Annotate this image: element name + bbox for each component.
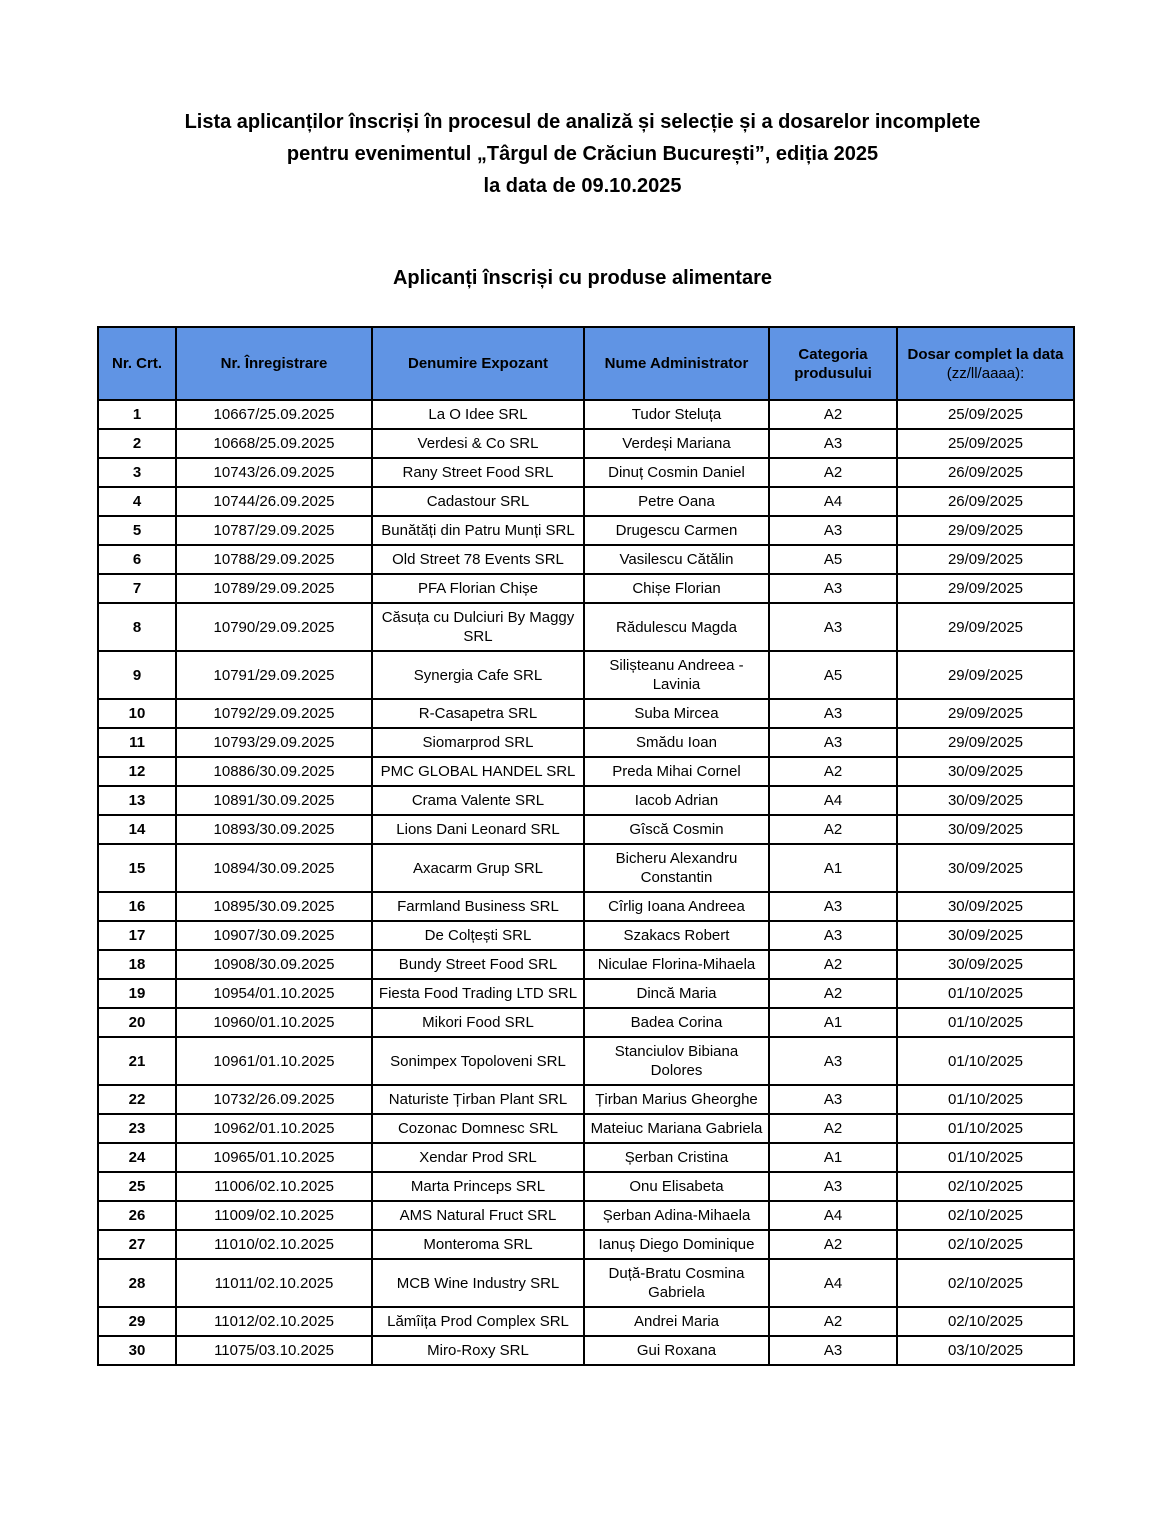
- cell-categoria-produsului: A3: [769, 574, 897, 603]
- cell-nume-administrator: Țirban Marius Gheorghe: [584, 1085, 769, 1114]
- cell-denumire-expozant: Căsuța cu Dulciuri By Maggy SRL: [372, 603, 584, 651]
- cell-dosar-complet-la-data: 25/09/2025: [897, 429, 1074, 458]
- cell-nr-inregistrare: 10895/30.09.2025: [176, 892, 372, 921]
- cell-nume-administrator: Vasilescu Cătălin: [584, 545, 769, 574]
- cell-nr-inregistrare: 10793/29.09.2025: [176, 728, 372, 757]
- cell-categoria-produsului: A4: [769, 1201, 897, 1230]
- header-cell-dosar-complet-la-data: Dosar complet la data (zz/ll/aaaa):: [897, 327, 1074, 400]
- cell-categoria-produsului: A3: [769, 516, 897, 545]
- table-row: [98, 892, 1074, 921]
- table-row: [98, 728, 1074, 757]
- cell-denumire-expozant: Axacarm Grup SRL: [372, 844, 584, 892]
- cell-nume-administrator: Verdeși Mariana: [584, 429, 769, 458]
- cell-categoria-produsului: A2: [769, 1230, 897, 1259]
- cell-nr-crt: 20: [98, 1008, 176, 1037]
- cell-nr-crt: 4: [98, 487, 176, 516]
- cell-categoria-produsului: A3: [769, 429, 897, 458]
- cell-nume-administrator: Șerban Cristina: [584, 1143, 769, 1172]
- cell-nr-crt: 1: [98, 400, 176, 429]
- cell-categoria-produsului: A4: [769, 487, 897, 516]
- cell-categoria-produsului: A2: [769, 815, 897, 844]
- cell-categoria-produsului: A2: [769, 950, 897, 979]
- cell-categoria-produsului: A1: [769, 844, 897, 892]
- cell-nr-inregistrare: 11075/03.10.2025: [176, 1336, 372, 1365]
- cell-nume-administrator: Niculae Florina-Mihaela: [584, 950, 769, 979]
- cell-denumire-expozant: Lămîița Prod Complex SRL: [372, 1307, 584, 1336]
- cell-dosar-complet-la-data: 02/10/2025: [897, 1172, 1074, 1201]
- section-title: Aplicanți înscriși cu produse alimentare: [392, 267, 772, 289]
- cell-denumire-expozant: Fiesta Food Trading LTD SRL: [372, 979, 584, 1008]
- cell-nume-administrator: Badea Corina: [584, 1008, 769, 1037]
- cell-nr-crt: 16: [98, 892, 176, 921]
- cell-dosar-complet-la-data: 30/09/2025: [897, 950, 1074, 979]
- cell-nume-administrator: Iacob Adrian: [584, 786, 769, 815]
- cell-denumire-expozant: Synergia Cafe SRL: [372, 651, 584, 699]
- document-title: [0, 0, 1165, 202]
- cell-nr-inregistrare: 10893/30.09.2025: [176, 815, 372, 844]
- cell-denumire-expozant: Siomarprod SRL: [372, 728, 584, 757]
- header-cell-denumire-expozant: Denumire Expozant: [372, 327, 584, 400]
- cell-nume-administrator: Suba Mircea: [584, 699, 769, 728]
- cell-dosar-complet-la-data: 25/09/2025: [897, 400, 1074, 429]
- table-row: [98, 757, 1074, 786]
- table-row: [98, 1259, 1074, 1307]
- cell-categoria-produsului: A3: [769, 1085, 897, 1114]
- cell-denumire-expozant: Farmland Business SRL: [372, 892, 584, 921]
- cell-denumire-expozant: PFA Florian Chișe: [372, 574, 584, 603]
- cell-nr-crt: 13: [98, 786, 176, 815]
- cell-categoria-produsului: A5: [769, 545, 897, 574]
- cell-nr-inregistrare: 10961/01.10.2025: [176, 1037, 372, 1085]
- cell-dosar-complet-la-data: 01/10/2025: [897, 979, 1074, 1008]
- header-row: [98, 327, 1074, 400]
- cell-dosar-complet-la-data: 29/09/2025: [897, 651, 1074, 699]
- table-row: [98, 487, 1074, 516]
- cell-categoria-produsului: A3: [769, 1037, 897, 1085]
- cell-categoria-produsului: A1: [769, 1143, 897, 1172]
- cell-nr-crt: 8: [98, 603, 176, 651]
- cell-denumire-expozant: Xendar Prod SRL: [372, 1143, 584, 1172]
- cell-nume-administrator: Drugescu Carmen: [584, 516, 769, 545]
- cell-dosar-complet-la-data: 29/09/2025: [897, 574, 1074, 603]
- header-cell-nr-crt: Nr. Crt.: [98, 327, 176, 400]
- cell-dosar-complet-la-data: 01/10/2025: [897, 1114, 1074, 1143]
- table-row: [98, 979, 1074, 1008]
- applicants-table: [97, 326, 1075, 1366]
- cell-denumire-expozant: Naturiste Țirban Plant SRL: [372, 1085, 584, 1114]
- cell-nr-inregistrare: 10668/25.09.2025: [176, 429, 372, 458]
- cell-nr-inregistrare: 10891/30.09.2025: [176, 786, 372, 815]
- cell-denumire-expozant: Cadastour SRL: [372, 487, 584, 516]
- cell-categoria-produsului: A2: [769, 1307, 897, 1336]
- cell-nr-inregistrare: 11006/02.10.2025: [176, 1172, 372, 1201]
- cell-denumire-expozant: Rany Street Food SRL: [372, 458, 584, 487]
- cell-nr-crt: 11: [98, 728, 176, 757]
- cell-nr-crt: 9: [98, 651, 176, 699]
- cell-nr-inregistrare: 10907/30.09.2025: [176, 921, 372, 950]
- cell-nume-administrator: Silișteanu Andreea - Lavinia: [584, 651, 769, 699]
- cell-denumire-expozant: AMS Natural Fruct SRL: [372, 1201, 584, 1230]
- table-row: [98, 1143, 1074, 1172]
- table-row: [98, 1307, 1074, 1336]
- cell-nr-crt: 15: [98, 844, 176, 892]
- cell-nume-administrator: Petre Oana: [584, 487, 769, 516]
- cell-nr-inregistrare: 10743/26.09.2025: [176, 458, 372, 487]
- cell-categoria-produsului: A3: [769, 892, 897, 921]
- cell-categoria-produsului: A3: [769, 699, 897, 728]
- cell-nr-crt: 12: [98, 757, 176, 786]
- cell-nume-administrator: Cîrlig Ioana Andreea: [584, 892, 769, 921]
- table-row: [98, 921, 1074, 950]
- cell-nr-inregistrare: 10787/29.09.2025: [176, 516, 372, 545]
- cell-nume-administrator: Dinuț Cosmin Daniel: [584, 458, 769, 487]
- table-body: [98, 400, 1074, 1365]
- cell-dosar-complet-la-data: 30/09/2025: [897, 921, 1074, 950]
- table-row: [98, 786, 1074, 815]
- table-row: [98, 458, 1074, 487]
- cell-dosar-complet-la-data: 30/09/2025: [897, 844, 1074, 892]
- cell-denumire-expozant: Monteroma SRL: [372, 1230, 584, 1259]
- cell-dosar-complet-la-data: 02/10/2025: [897, 1201, 1074, 1230]
- cell-denumire-expozant: Crama Valente SRL: [372, 786, 584, 815]
- table-row: [98, 429, 1074, 458]
- cell-categoria-produsului: A4: [769, 1259, 897, 1307]
- cell-dosar-complet-la-data: 01/10/2025: [897, 1008, 1074, 1037]
- document-title-line-1: Lista aplicanților înscriși în procesul de analiză și selecție și a dosarelor incomplete: [184, 111, 981, 133]
- cell-categoria-produsului: A2: [769, 757, 897, 786]
- cell-nr-crt: 27: [98, 1230, 176, 1259]
- cell-nr-inregistrare: 10790/29.09.2025: [176, 603, 372, 651]
- cell-nume-administrator: Tudor Steluța: [584, 400, 769, 429]
- table-head: [98, 327, 1074, 400]
- cell-nume-administrator: Dincă Maria: [584, 979, 769, 1008]
- cell-nr-inregistrare: 10965/01.10.2025: [176, 1143, 372, 1172]
- cell-categoria-produsului: A2: [769, 458, 897, 487]
- cell-nr-inregistrare: 11011/02.10.2025: [176, 1259, 372, 1307]
- cell-denumire-expozant: Miro-Roxy SRL: [372, 1336, 584, 1365]
- table-row: [98, 651, 1074, 699]
- cell-dosar-complet-la-data: 02/10/2025: [897, 1259, 1074, 1307]
- cell-categoria-produsului: A3: [769, 603, 897, 651]
- cell-denumire-expozant: De Colțești SRL: [372, 921, 584, 950]
- cell-nume-administrator: Preda Mihai Cornel: [584, 757, 769, 786]
- cell-denumire-expozant: MCB Wine Industry SRL: [372, 1259, 584, 1307]
- table-row: [98, 1336, 1074, 1365]
- cell-nume-administrator: Ianuș Diego Dominique: [584, 1230, 769, 1259]
- cell-nr-crt: 14: [98, 815, 176, 844]
- cell-nr-inregistrare: 10791/29.09.2025: [176, 651, 372, 699]
- cell-nume-administrator: Duță-Bratu Cosmina Gabriela: [584, 1259, 769, 1307]
- table-row: [98, 950, 1074, 979]
- cell-nr-inregistrare: 10788/29.09.2025: [176, 545, 372, 574]
- cell-dosar-complet-la-data: 30/09/2025: [897, 757, 1074, 786]
- cell-categoria-produsului: A3: [769, 1172, 897, 1201]
- table-row: [98, 1037, 1074, 1085]
- cell-nume-administrator: Smădu Ioan: [584, 728, 769, 757]
- cell-nr-crt: 25: [98, 1172, 176, 1201]
- cell-dosar-complet-la-data: 03/10/2025: [897, 1336, 1074, 1365]
- cell-categoria-produsului: A3: [769, 1336, 897, 1365]
- cell-dosar-complet-la-data: 01/10/2025: [897, 1037, 1074, 1085]
- table-row: [98, 603, 1074, 651]
- cell-nr-crt: 7: [98, 574, 176, 603]
- table-row: [98, 699, 1074, 728]
- cell-nr-crt: 18: [98, 950, 176, 979]
- cell-nume-administrator: Andrei Maria: [584, 1307, 769, 1336]
- cell-nr-crt: 3: [98, 458, 176, 487]
- cell-categoria-produsului: A2: [769, 1114, 897, 1143]
- table-row: [98, 516, 1074, 545]
- cell-categoria-produsului: A2: [769, 400, 897, 429]
- table-row: [98, 1201, 1074, 1230]
- cell-categoria-produsului: A3: [769, 728, 897, 757]
- cell-dosar-complet-la-data: 29/09/2025: [897, 545, 1074, 574]
- cell-dosar-complet-la-data: 01/10/2025: [897, 1143, 1074, 1172]
- cell-nume-administrator: Bicheru Alexandru Constantin: [584, 844, 769, 892]
- cell-denumire-expozant: Bunătăți din Patru Munți SRL: [372, 516, 584, 545]
- cell-dosar-complet-la-data: 01/10/2025: [897, 1085, 1074, 1114]
- cell-dosar-complet-la-data: 29/09/2025: [897, 728, 1074, 757]
- cell-nr-inregistrare: 11010/02.10.2025: [176, 1230, 372, 1259]
- cell-denumire-expozant: Cozonac Domnesc SRL: [372, 1114, 584, 1143]
- cell-nr-crt: 6: [98, 545, 176, 574]
- cell-dosar-complet-la-data: 26/09/2025: [897, 487, 1074, 516]
- cell-denumire-expozant: Old Street 78 Events SRL: [372, 545, 584, 574]
- table-row: [98, 574, 1074, 603]
- cell-nr-crt: 10: [98, 699, 176, 728]
- cell-denumire-expozant: Verdesi & Co SRL: [372, 429, 584, 458]
- table-row: [98, 1172, 1074, 1201]
- cell-nr-crt: 28: [98, 1259, 176, 1307]
- cell-nr-inregistrare: 10908/30.09.2025: [176, 950, 372, 979]
- cell-nume-administrator: Szakacs Robert: [584, 921, 769, 950]
- table-row: [98, 844, 1074, 892]
- cell-nr-crt: 5: [98, 516, 176, 545]
- cell-nume-administrator: Gîscă Cosmin: [584, 815, 769, 844]
- cell-nr-inregistrare: 11009/02.10.2025: [176, 1201, 372, 1230]
- cell-nr-crt: 19: [98, 979, 176, 1008]
- cell-nume-administrator: Rădulescu Magda: [584, 603, 769, 651]
- cell-nr-inregistrare: 10792/29.09.2025: [176, 699, 372, 728]
- table-row: [98, 1085, 1074, 1114]
- cell-categoria-produsului: A5: [769, 651, 897, 699]
- cell-nr-crt: 17: [98, 921, 176, 950]
- cell-nume-administrator: Onu Elisabeta: [584, 1172, 769, 1201]
- cell-nr-inregistrare: 10789/29.09.2025: [176, 574, 372, 603]
- cell-dosar-complet-la-data: 30/09/2025: [897, 892, 1074, 921]
- table-row: [98, 1008, 1074, 1037]
- header-cell-sub-dosar-complet-la-data: (zz/ll/aaaa):: [946, 364, 1025, 382]
- cell-nr-inregistrare: 10960/01.10.2025: [176, 1008, 372, 1037]
- document-title-line-3: la data de 09.10.2025: [483, 175, 682, 197]
- cell-nr-crt: 21: [98, 1037, 176, 1085]
- cell-denumire-expozant: La O Idee SRL: [372, 400, 584, 429]
- cell-dosar-complet-la-data: 30/09/2025: [897, 815, 1074, 844]
- cell-dosar-complet-la-data: 29/09/2025: [897, 603, 1074, 651]
- cell-denumire-expozant: Marta Princeps SRL: [372, 1172, 584, 1201]
- cell-nr-crt: 30: [98, 1336, 176, 1365]
- cell-nr-inregistrare: 11012/02.10.2025: [176, 1307, 372, 1336]
- cell-nr-crt: 22: [98, 1085, 176, 1114]
- cell-categoria-produsului: A4: [769, 786, 897, 815]
- cell-denumire-expozant: Lions Dani Leonard SRL: [372, 815, 584, 844]
- cell-dosar-complet-la-data: 02/10/2025: [897, 1230, 1074, 1259]
- header-cell-nr-inregistrare: Nr. Înregistrare: [176, 327, 372, 400]
- cell-nr-inregistrare: 10894/30.09.2025: [176, 844, 372, 892]
- cell-nr-crt: 2: [98, 429, 176, 458]
- header-cell-categoria-produsului: Categoria produsului: [769, 327, 897, 400]
- cell-nr-inregistrare: 10886/30.09.2025: [176, 757, 372, 786]
- cell-dosar-complet-la-data: 26/09/2025: [897, 458, 1074, 487]
- cell-nume-administrator: Stanciulov Bibiana Dolores: [584, 1037, 769, 1085]
- cell-denumire-expozant: PMC GLOBAL HANDEL SRL: [372, 757, 584, 786]
- cell-nume-administrator: Gui Roxana: [584, 1336, 769, 1365]
- cell-nr-inregistrare: 10954/01.10.2025: [176, 979, 372, 1008]
- cell-denumire-expozant: R-Casapetra SRL: [372, 699, 584, 728]
- cell-nume-administrator: Mateiuc Mariana Gabriela: [584, 1114, 769, 1143]
- table-row: [98, 1230, 1074, 1259]
- cell-dosar-complet-la-data: 29/09/2025: [897, 699, 1074, 728]
- cell-denumire-expozant: Mikori Food SRL: [372, 1008, 584, 1037]
- cell-nr-crt: 29: [98, 1307, 176, 1336]
- cell-dosar-complet-la-data: 29/09/2025: [897, 516, 1074, 545]
- cell-nr-crt: 26: [98, 1201, 176, 1230]
- cell-nr-inregistrare: 10744/26.09.2025: [176, 487, 372, 516]
- cell-dosar-complet-la-data: 02/10/2025: [897, 1307, 1074, 1336]
- document-title-line-2: pentru evenimentul „Târgul de Crăciun București”, ediția 2025: [286, 143, 879, 165]
- table-row: [98, 1114, 1074, 1143]
- cell-categoria-produsului: A1: [769, 1008, 897, 1037]
- cell-nr-inregistrare: 10962/01.10.2025: [176, 1114, 372, 1143]
- cell-denumire-expozant: Bundy Street Food SRL: [372, 950, 584, 979]
- table-row: [98, 400, 1074, 429]
- header-cell-nume-administrator: Nume Administrator: [584, 327, 769, 400]
- table-row: [98, 545, 1074, 574]
- cell-nume-administrator: Chișe Florian: [584, 574, 769, 603]
- cell-nr-crt: 23: [98, 1114, 176, 1143]
- cell-categoria-produsului: A3: [769, 921, 897, 950]
- cell-denumire-expozant: Sonimpex Topoloveni SRL: [372, 1037, 584, 1085]
- cell-categoria-produsului: A2: [769, 979, 897, 1008]
- cell-nume-administrator: Șerban Adina-Mihaela: [584, 1201, 769, 1230]
- table-row: [98, 815, 1074, 844]
- cell-nr-inregistrare: 10667/25.09.2025: [176, 400, 372, 429]
- cell-nr-inregistrare: 10732/26.09.2025: [176, 1085, 372, 1114]
- cell-dosar-complet-la-data: 30/09/2025: [897, 786, 1074, 815]
- cell-nr-crt: 24: [98, 1143, 176, 1172]
